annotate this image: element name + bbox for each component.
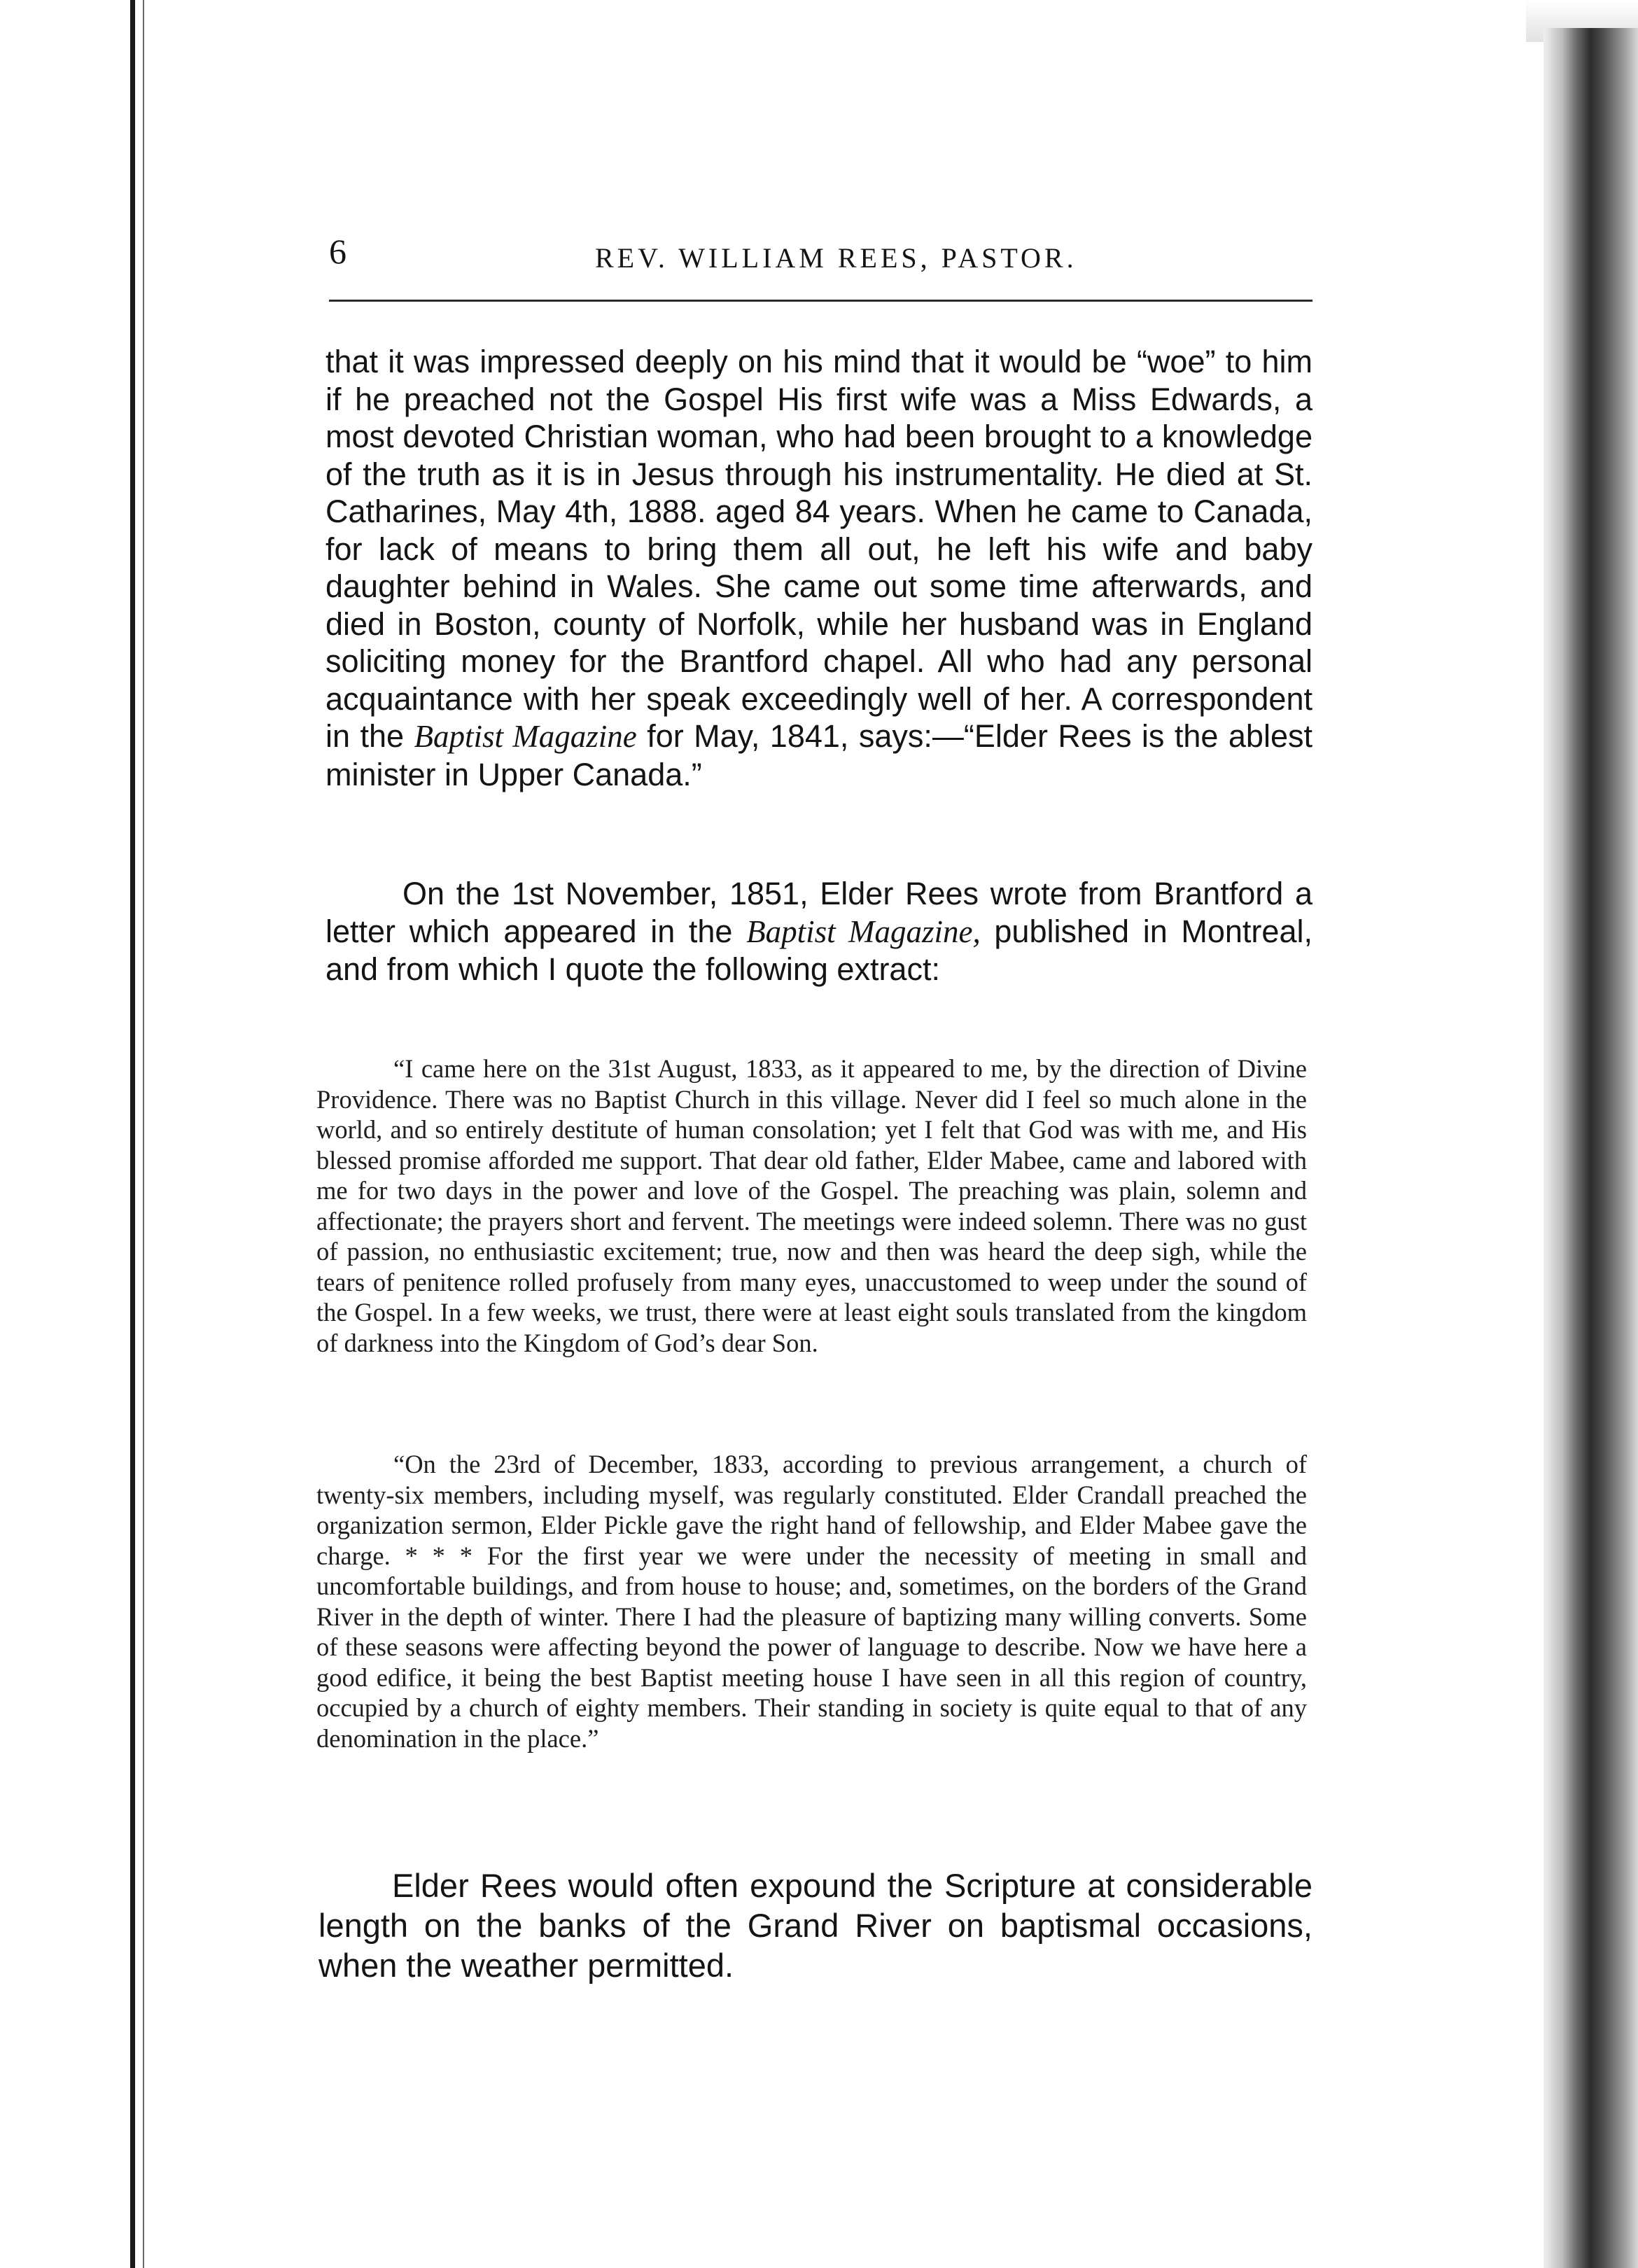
block-quote-1: “I came here on the 31st August, 1833, as it appeared to me, by the direction of Divine Providence. There was no Baptist Church in this village. Never did I feel so much alone in the world, and so entirely destitute of human consolation; yet I felt that God was with me, and His blessed promise afforded me support. That dear old father, Elder Mabee, came and labored with me for two days in the power and love of the Gospel. The preaching was plain, solemn and affectionate; the prayers short and fervent. The meetings were indeed solemn. There was no gust of passion, no enthusiastic excitement; true, now and then was heard the deep sigh, while the tears of penitence rolled profusely from many eyes, unaccustomed to weep under the sound of the Gospel. In a few weeks, we trust, there were at least eight souls translated from the kingdom of darkness into the Kingdom of God’s dear Son. bbox=[316, 1054, 1307, 1357]
paragraph-1-text: that it was impressed deeply on his mind that it would be “woe” to him if he preached not the Gospel His first wife was a Miss Edwards, a most devoted Christian woman, who had been brought to a knowledge of the truth as it is in Jesus through his instrumentality. He died at St. Catharines, May 4th, 1888. aged 84 years. When he came to Canada, for lack of means to bring them all out, he left his wife and baby daughter behind in Wales. She came out some time afterwards, and died in Boston, county of Norfolk, while her husband was in England soliciting money for the Brantford chapel. All who had any personal acquaintance with her speak exceedingly well of her. A correspondent in the bbox=[326, 344, 1312, 754]
paragraph-2-italic: Baptist Magazine, bbox=[746, 913, 981, 949]
paragraph-1 bbox=[326, 343, 1312, 793]
running-header-title: REV. WILLIAM REES, PASTOR. bbox=[595, 242, 1077, 274]
block-quote-2: “On the 23rd of December, 1833, according to previous arrangement, a church of twenty-six members, including myself, was regularly constituted. Elder Crandall preached the organization sermon, Elder Pickle gave the right hand of fellowship, and Elder Mabee gave the charge. * * * For the first year we were under the necessity of meeting in small and uncomfortable buildings, and from house to house; and, sometimes, on the borders of the Grand River in the depth of winter. There I had the pleasure of baptizing many willing converts. Some of these seasons were affecting beyond the power of language to describe. Now we have here a good edifice, it being the best Baptist meeting house I have seen in all this region of country, occupied by a church of eighty members. Their standing in society is quite equal to that of any denomination in the place.” bbox=[316, 1450, 1307, 1753]
paragraph-1-text-end: for May, 1841, says:—“Elder Rees is the ablest minister in Upper Canada.” bbox=[326, 718, 1312, 792]
scan-border-left-thin bbox=[143, 0, 144, 2268]
paragraph-1-italic: Baptist Magazine bbox=[414, 719, 637, 754]
paragraph-3: Elder Rees would often expound the Scripture at considerable length on the banks of the Grand River on baptismal occasions, when the weather permitted. bbox=[318, 1867, 1312, 1984]
paragraph-2-text-end: published in Montreal, and from which I quote the following extract: bbox=[326, 913, 1312, 987]
paragraph-2-text: On the 1st November, 1851, Elder Rees wrote from Brantford a letter which appeared in the bbox=[326, 876, 1312, 949]
scan-border-left bbox=[130, 0, 135, 2268]
page-number: 6 bbox=[329, 232, 347, 271]
header-rule bbox=[329, 300, 1312, 302]
paragraph-2 bbox=[326, 875, 1312, 988]
book-spine-shadow bbox=[1544, 28, 1638, 2268]
